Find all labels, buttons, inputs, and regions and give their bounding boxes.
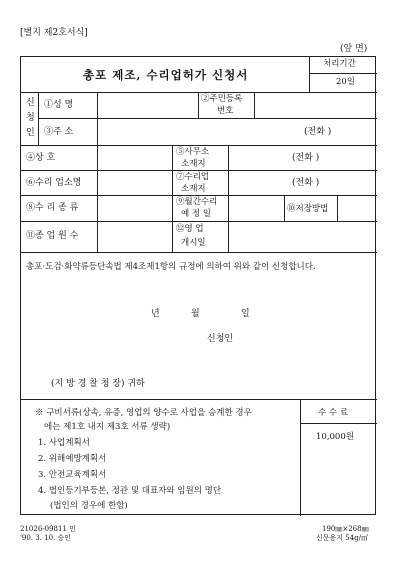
processing-period-value: 20일: [336, 77, 356, 87]
storage-method-label: ⑩저장방법: [287, 204, 329, 214]
paper-type: 신문용지 54g/㎡: [316, 534, 369, 542]
documents-intro-1: ※ 구비서류(상속, 유증, 영업의 양수로 사업을 승계한 경우: [35, 408, 252, 418]
repair-location-label-1: ⑦수리업: [176, 172, 210, 182]
repair-location-label-2: 소재지: [181, 184, 206, 194]
approval-date: '90. 3. 10. 승인: [20, 534, 72, 542]
business-start-label-2: 개시일: [181, 238, 206, 248]
applicant-side-label-2: 청: [26, 113, 35, 123]
addressee-label: (지 방 경 찰 청 장) 귀하: [51, 379, 145, 389]
documents-intro-2: 에는 제1호 내지 제3호 서류 생략): [44, 422, 171, 432]
address-phone-label: (전화 ): [304, 127, 332, 137]
month-label: 월: [191, 309, 200, 319]
year-label: 년: [151, 309, 160, 319]
day-label: 일: [241, 309, 250, 319]
monthly-repair-label-2: 예 정 일: [181, 209, 212, 219]
office-phone-label: (전화 ): [292, 153, 320, 163]
name-label: ①성 명: [44, 100, 74, 110]
rrn-label-2: 번호: [217, 106, 234, 116]
office-location-label-1: ⑤사무소: [176, 147, 210, 157]
form-title: 총포 제조, 수리업허가 신청서: [83, 68, 249, 82]
document-item-2: 2. 위해예방계획서: [38, 454, 107, 464]
application-form: [20, 56, 376, 515]
processing-period-label: 처리기간: [323, 59, 356, 69]
application-statement: 총포·도검·화약류등단속법 제4조제1항의 규정에 의하여 위와 같이 신청합니다.: [26, 262, 316, 272]
page-side-label: (앞 면): [340, 44, 368, 54]
repair-shop-name-label: ⑥수리 업소명: [26, 178, 82, 188]
trade-name-label: ④상 호: [26, 153, 56, 163]
form-number-label: [별지 제2호서식]: [20, 28, 88, 38]
employee-count-label: ⑪종 업 원 수: [26, 231, 79, 241]
rrn-label-1: ②주민등록: [201, 94, 243, 104]
paper-size: 190㎜×268㎜: [322, 525, 369, 533]
monthly-repair-label-1: ⑨월간수리: [176, 197, 218, 207]
applicant-side-label-1: 신: [26, 98, 35, 108]
fee-value: 10,000원: [316, 432, 354, 442]
address-label: ③주 소: [44, 127, 74, 137]
document-item-1: 1. 사업계획서: [38, 438, 90, 448]
document-item-3: 3. 안전교육계획서: [38, 470, 107, 480]
document-item-4: 4. 법인등기부등본, 정관 및 대표자와 임원의 명단: [38, 486, 222, 496]
repair-type-label: ⑧수 리 종 류: [26, 203, 79, 213]
applicant-side-label-3: 인: [26, 128, 35, 138]
business-start-label-1: ⑫영 업: [176, 224, 204, 234]
fee-label: 수 수 료: [318, 408, 349, 418]
document-item-note: (법인의 경우에 한함): [50, 501, 128, 511]
applicant-signature-label: 신청인: [207, 334, 234, 344]
form-code: 21026-09811 민: [20, 525, 76, 533]
office-location-label-2: 소재지: [181, 159, 206, 169]
repair-phone-label: (전화 ): [292, 178, 320, 188]
